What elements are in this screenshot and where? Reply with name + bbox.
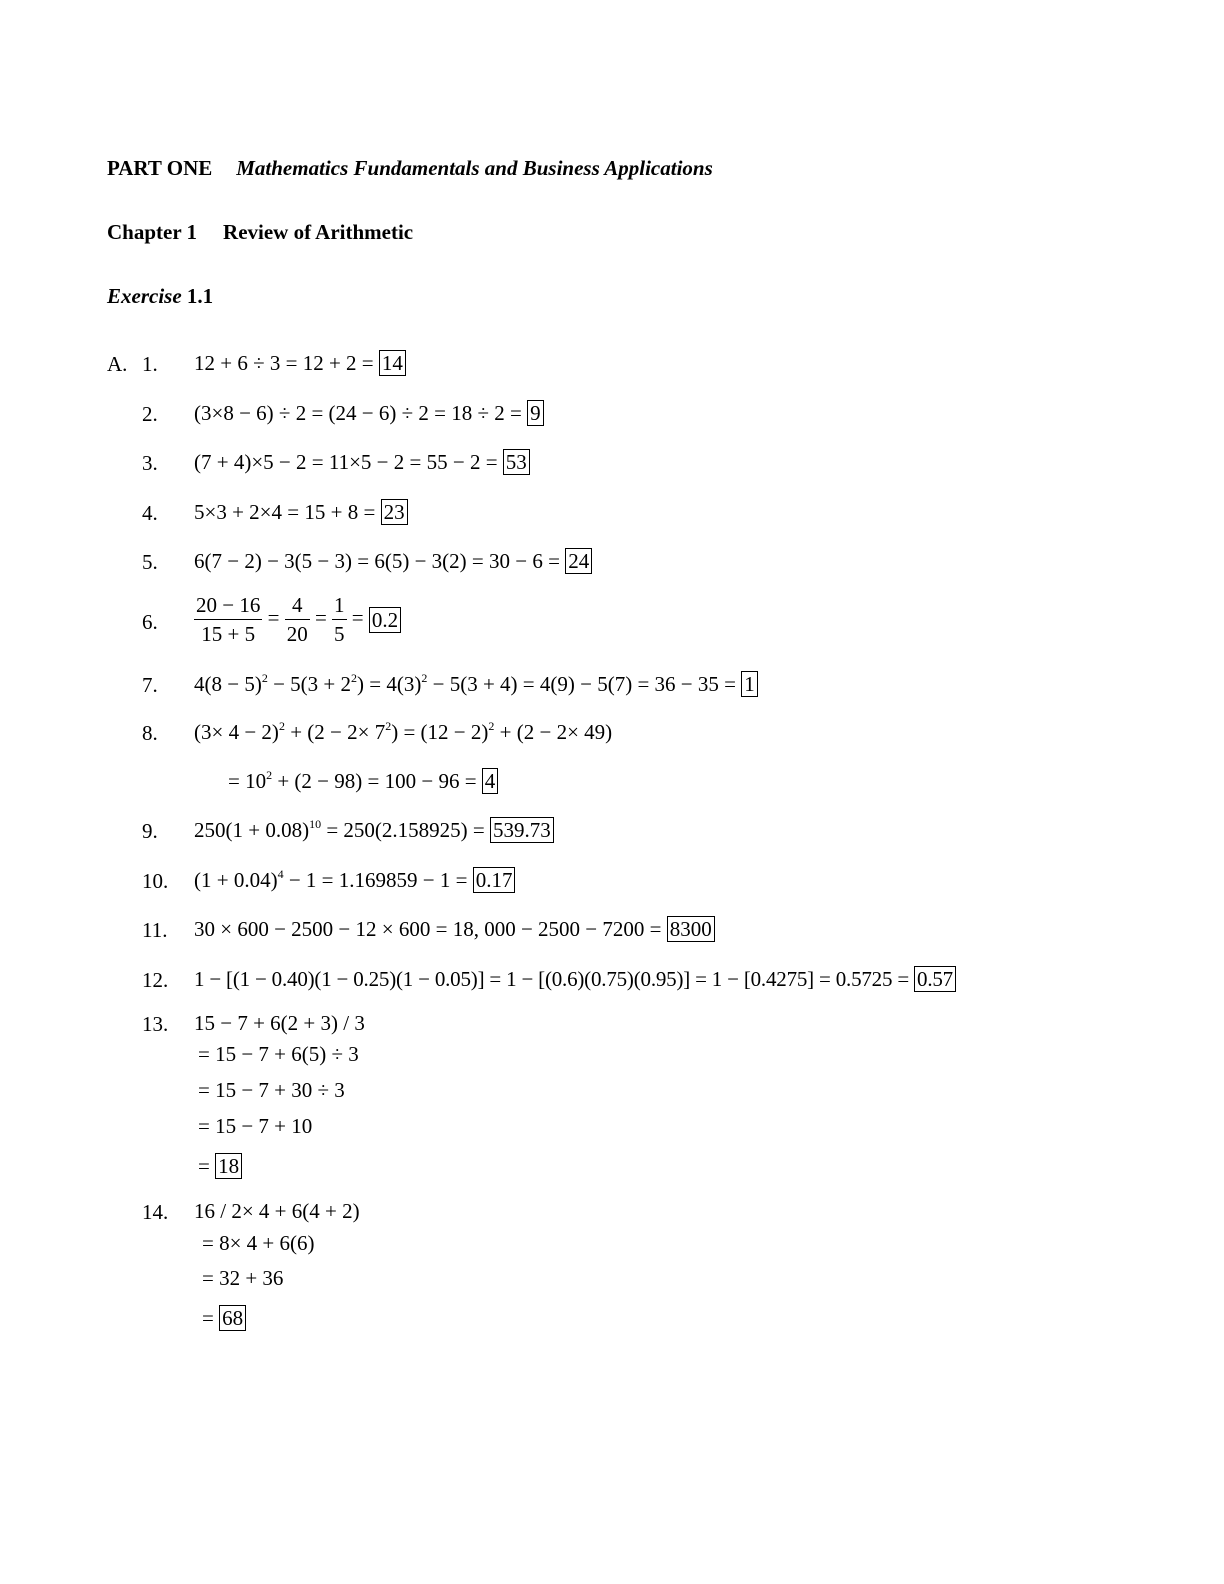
part-heading — [107, 156, 713, 181]
numerator: 1 — [332, 593, 347, 620]
answer-box: 9 — [527, 400, 544, 426]
answer-box: 23 — [381, 499, 408, 525]
equals: = — [202, 1306, 220, 1330]
problem-number: 9. — [142, 819, 158, 843]
problem-14-line-4 — [202, 1305, 246, 1331]
answer-box: 0.57 — [914, 966, 956, 992]
problem-13-line-1: 15 − 7 + 6(2 + 3) / 3 — [194, 1011, 365, 1035]
problem-number: 3. — [142, 451, 158, 475]
problem-number: 1. — [142, 352, 158, 376]
problem-13-line-4: = 15 − 7 + 10 — [198, 1114, 313, 1138]
problem-13-line-5 — [198, 1153, 242, 1179]
answer-box: 18 — [215, 1153, 242, 1179]
problem-2 — [194, 400, 544, 426]
problem-number: 14. — [142, 1200, 169, 1224]
exercise-number: 1.1 — [186, 284, 214, 308]
problem-number: 6. — [142, 610, 158, 634]
problem-10: $(1 + 0.04)^4 - 1 = 1.169859 - 1 = 0.17$ — [194, 867, 515, 893]
expression: (3×8 − 6) ÷ 2 = (24 − 6) ÷ 2 = 18 ÷ 2 = — [194, 401, 528, 425]
exercise-heading — [107, 284, 213, 309]
answer-box: 24 — [565, 548, 592, 574]
problem-3 — [194, 449, 530, 475]
problem-8-line-2: = $10^2 + (2 - 98) = 100 - 96 = 4$ — [228, 768, 498, 794]
problem-7: $4(8 - 5)^2 - 5(3 + 2^2) = 4(3)^2 - 5(3 + 4) = 4(9) - 5(7) = 36 - 35 = 1$ — [194, 671, 758, 697]
problem-number: 11. — [142, 918, 168, 942]
answer-box: 0.17 — [473, 867, 516, 893]
section-label: A. — [107, 352, 128, 376]
expression: 12 + 6 ÷ 3 = 12 + 2 = — [194, 351, 379, 375]
denominator: 5 — [334, 622, 345, 646]
expression: 30 × 600 − 2500 − 12 × 600 = 18, 000 − 2500 − 7200 = — [194, 917, 667, 941]
answer-box: 1 — [741, 671, 758, 697]
problem-14-line-2: = 8× 4 + 6(6) — [202, 1231, 315, 1255]
problem-1 — [194, 350, 406, 376]
problem-number: 8. — [142, 721, 158, 745]
problem-number: 10. — [142, 869, 169, 893]
answer-box: 539.73 — [490, 817, 554, 843]
numerator: 20 − 16 — [194, 593, 262, 620]
expression: 6(7 − 2) − 3(5 − 3) = 6(5) − 3(2) = 30 − 6 = — [194, 549, 566, 573]
problem-9: $250(1 + 0.08)^{10} = 250(2.158925) = 539.73$ — [194, 817, 554, 843]
problem-6: $\frac{20 - 16}{15 + 5}$ = $\frac{4}{20}$ = $\frac{1}{5}$ = 0.2 — [194, 593, 401, 646]
problem-13-line-2: = 15 − 7 + 6(5) ÷ 3 — [198, 1042, 359, 1066]
expression: (7 + 4)×5 − 2 = 11×5 − 2 = 55 − 2 = — [194, 450, 503, 474]
problem-12 — [194, 966, 956, 992]
answer-box: 53 — [503, 449, 530, 475]
problem-number: 7. — [142, 673, 158, 697]
expression: 5×3 + 2×4 = 15 + 8 = — [194, 500, 381, 524]
chapter-heading — [107, 220, 413, 245]
part-title: Mathematics Fundamentals and Business Applications — [236, 156, 713, 180]
answer-box: 0.2 — [369, 607, 401, 633]
fraction — [332, 593, 347, 646]
problem-13-line-3: = 15 − 7 + 30 ÷ 3 — [198, 1078, 345, 1102]
problem-number: 5. — [142, 550, 158, 574]
problem-8-line-1: $(3\times 4 - 2)^2 + (2 - 2\times 7^2) = (12 - 2)^2 + (2 - 2\times 49)$ — [194, 719, 613, 744]
answer-box: 8300 — [667, 916, 715, 942]
denominator: 15 + 5 — [201, 622, 256, 646]
problem-number: 2. — [142, 402, 158, 426]
problem-4 — [194, 499, 408, 525]
fraction — [285, 593, 310, 646]
fraction — [194, 593, 262, 646]
problem-11 — [194, 916, 715, 942]
answer-box: 14 — [379, 350, 406, 376]
equals: = — [198, 1154, 216, 1178]
answer-box: 4 — [482, 768, 499, 794]
expression: 1 − [(1 − 0.40)(1 − 0.25)(1 − 0.05)] = 1 − [(0.6)(0.75)(0.95)] = 1 − [0.4275] = 0.5725 = — [194, 967, 915, 991]
problem-number: 13. — [142, 1012, 169, 1036]
problem-number: 4. — [142, 501, 158, 525]
numerator: 4 — [285, 593, 310, 620]
problem-14-line-3: = 32 + 36 — [202, 1266, 284, 1290]
answer-box: 68 — [219, 1305, 246, 1331]
denominator: 20 — [286, 622, 308, 646]
chapter-title: Review of Arithmetic — [223, 220, 414, 244]
problem-14-line-1: 16 / 2× 4 + 6(4 + 2) — [194, 1199, 360, 1223]
part-label: PART ONE — [107, 156, 213, 180]
problem-5 — [194, 548, 592, 574]
exercise-word: Exercise — [107, 284, 182, 308]
problem-number: 12. — [142, 968, 169, 992]
chapter-label: Chapter 1 — [107, 220, 198, 244]
